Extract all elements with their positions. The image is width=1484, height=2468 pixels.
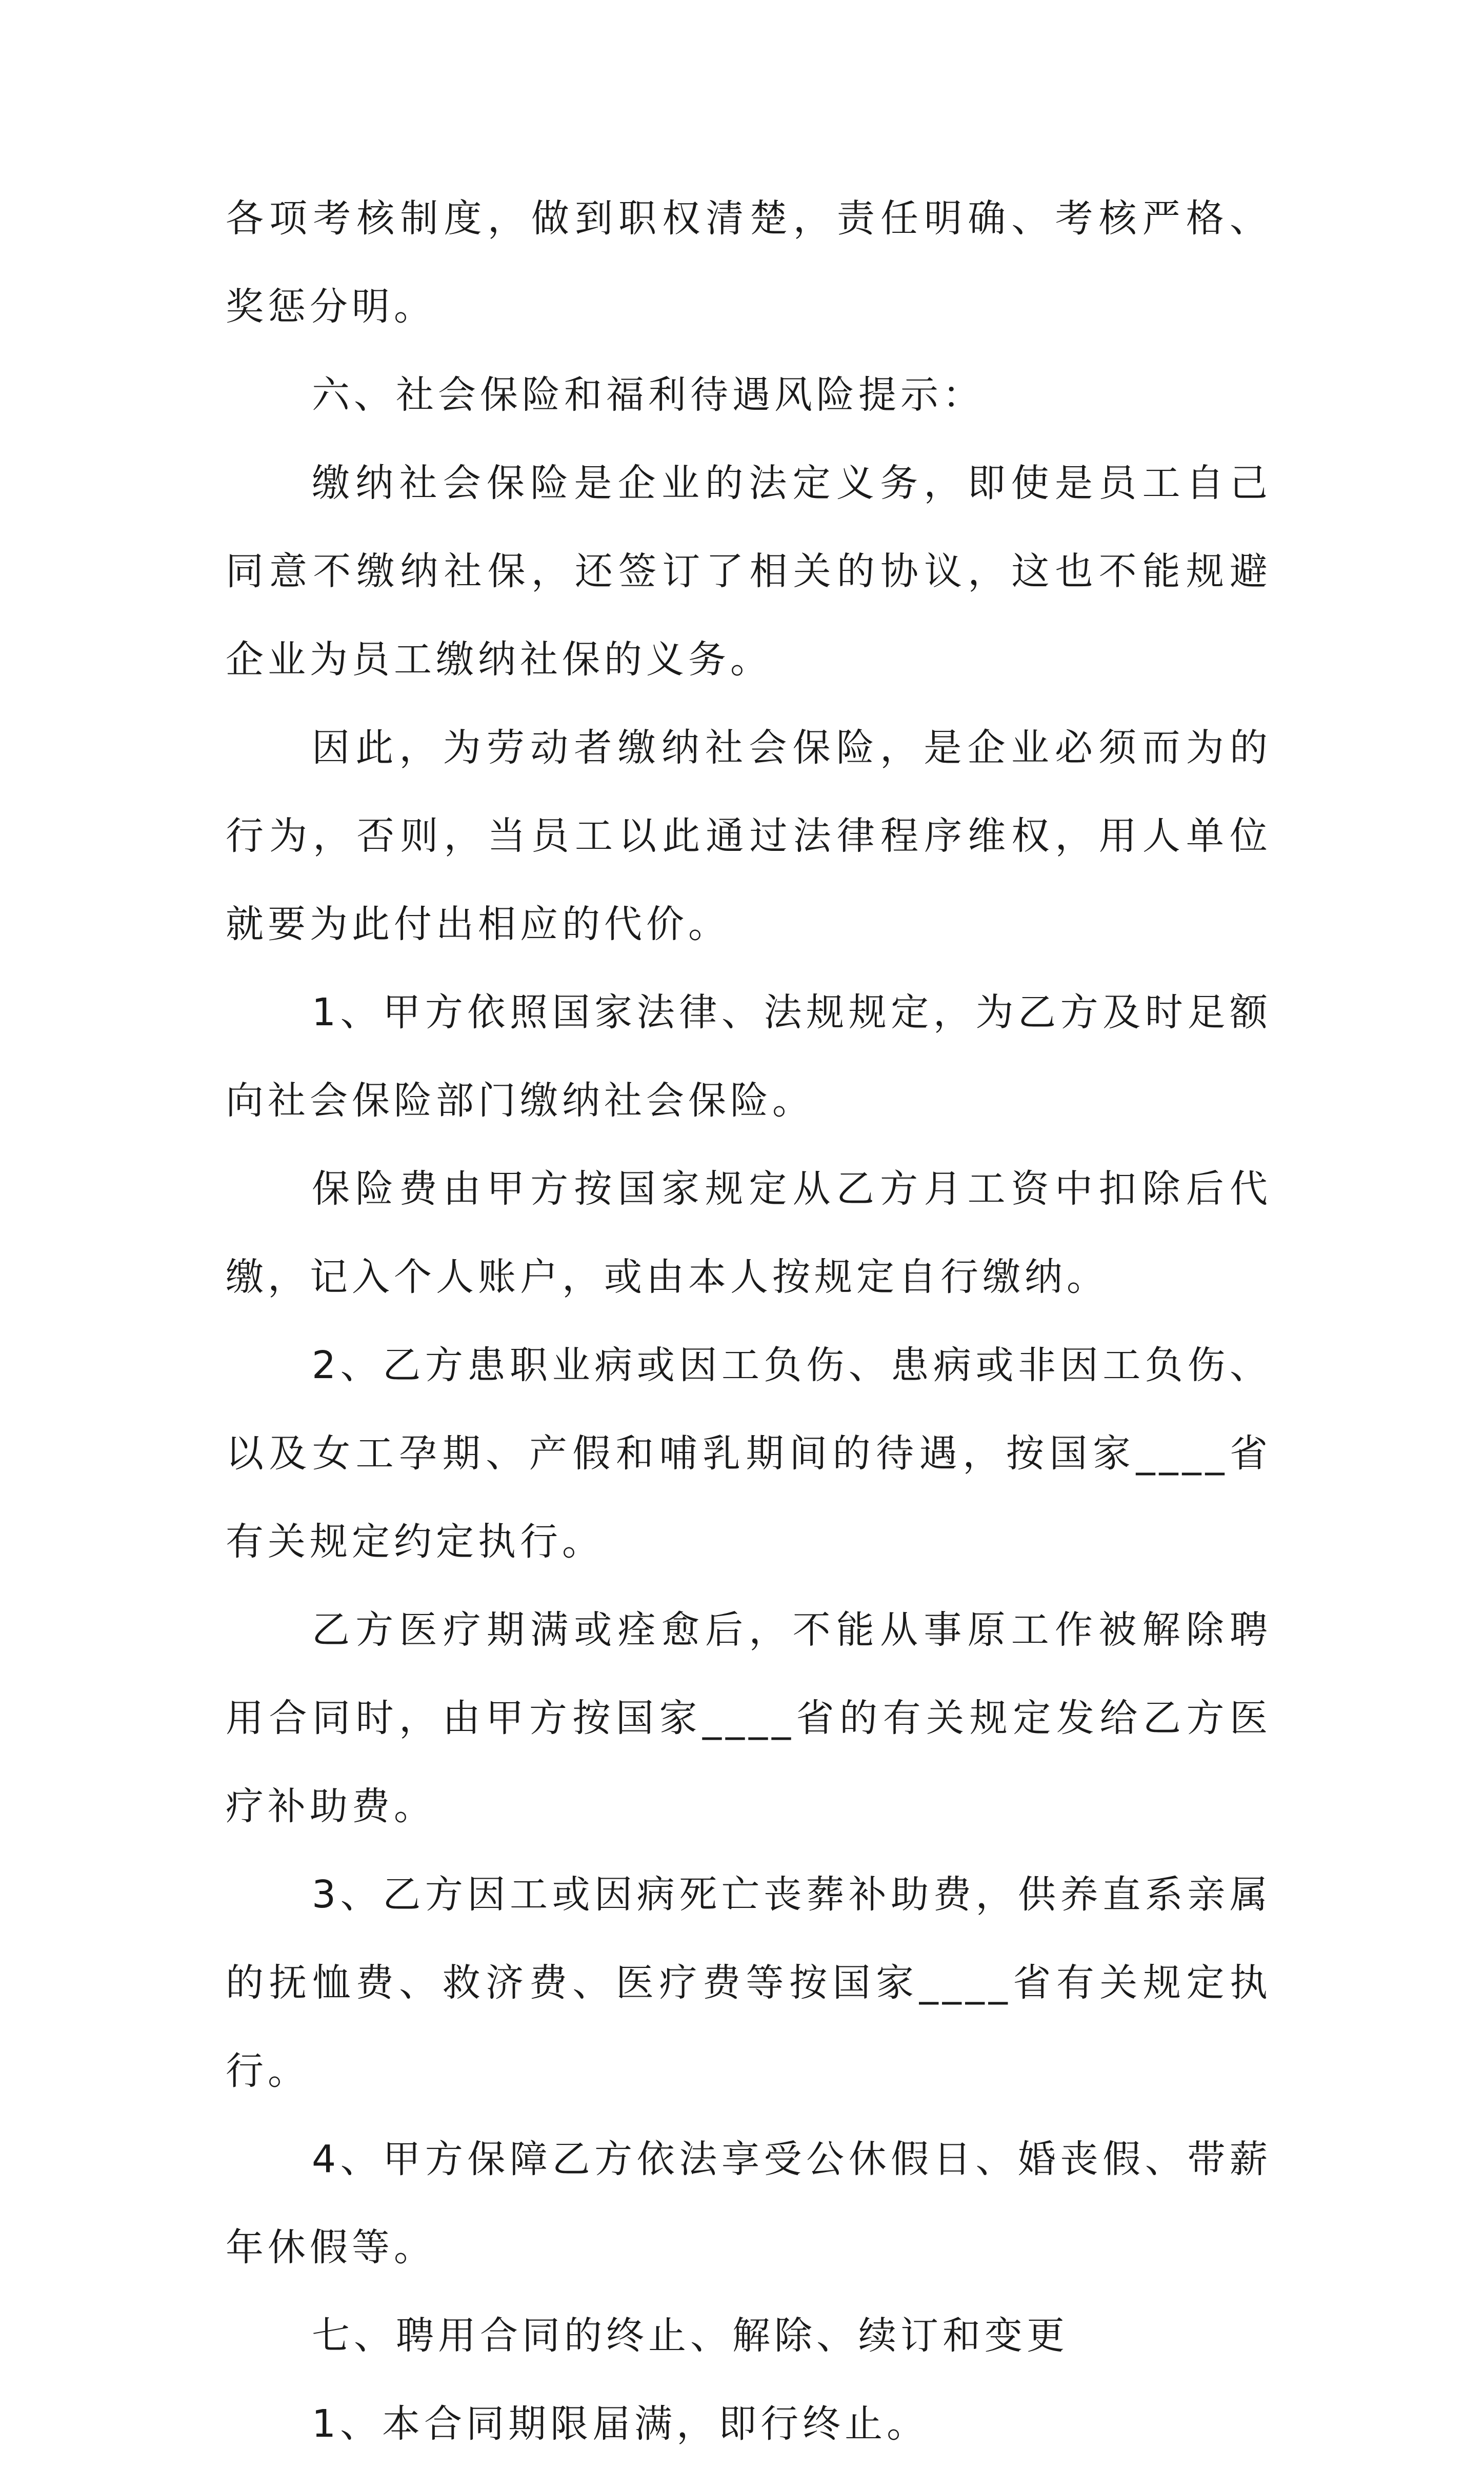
clause-7-1: 1、本合同期限届满，即行终止。	[312, 2402, 929, 2446]
clause-6-1: 1、甲方依照国家法律、法规规定，为乙方及时足额向社会保险部门缴纳社会保险。	[226, 990, 1272, 1123]
paragraph-3: 缴纳社会保险是企业的法定义务，即使是员工自己同意不缴纳社保，还签订了相关的协议，这也不能规避企业为员工缴纳社保的义务。	[226, 461, 1272, 682]
paragraph-8: 乙方医疗期满或痊愈后，不能从事原工作被解除聘用合同时，由甲方按国家____省的有关规定发给乙方医疗补助费。	[226, 1608, 1272, 1828]
clause-6-3: 3、乙方因工或因病死亡丧葬补助费，供养直系亲属的抚恤费、救济费、医疗费等按国家____省有关规定执行。	[226, 1873, 1272, 2093]
document-body	[226, 174, 1272, 2468]
paragraph-1: 各项考核制度，做到职权清楚，责任明确、考核严格、奖惩分明。	[226, 196, 1272, 329]
paragraph-6: 保险费由甲方按国家规定从乙方月工资中扣除后代缴，记入个人账户，或由本人按规定自行缴纳。	[226, 1167, 1272, 1299]
clause-6-2: 2、乙方患职业病或因工负伤、患病或非因工负伤、以及女工孕期、产假和哺乳期间的待遇，按国家____省有关规定约定执行。	[226, 1343, 1272, 1564]
paragraph-4: 因此，为劳动者缴纳社会保险，是企业必须而为的行为，否则，当员工以此通过法律程序维权，用人单位就要为此付出相应的代价。	[226, 726, 1272, 946]
section-heading-7: 七、聘用合同的终止、解除、续订和变更	[312, 2314, 1069, 2358]
clause-6-4: 4、甲方保障乙方依法享受公休假日、婚丧假、带薪年休假等。	[226, 2137, 1272, 2270]
section-heading-6: 六、社会保险和福利待遇风险提示：	[312, 373, 985, 417]
